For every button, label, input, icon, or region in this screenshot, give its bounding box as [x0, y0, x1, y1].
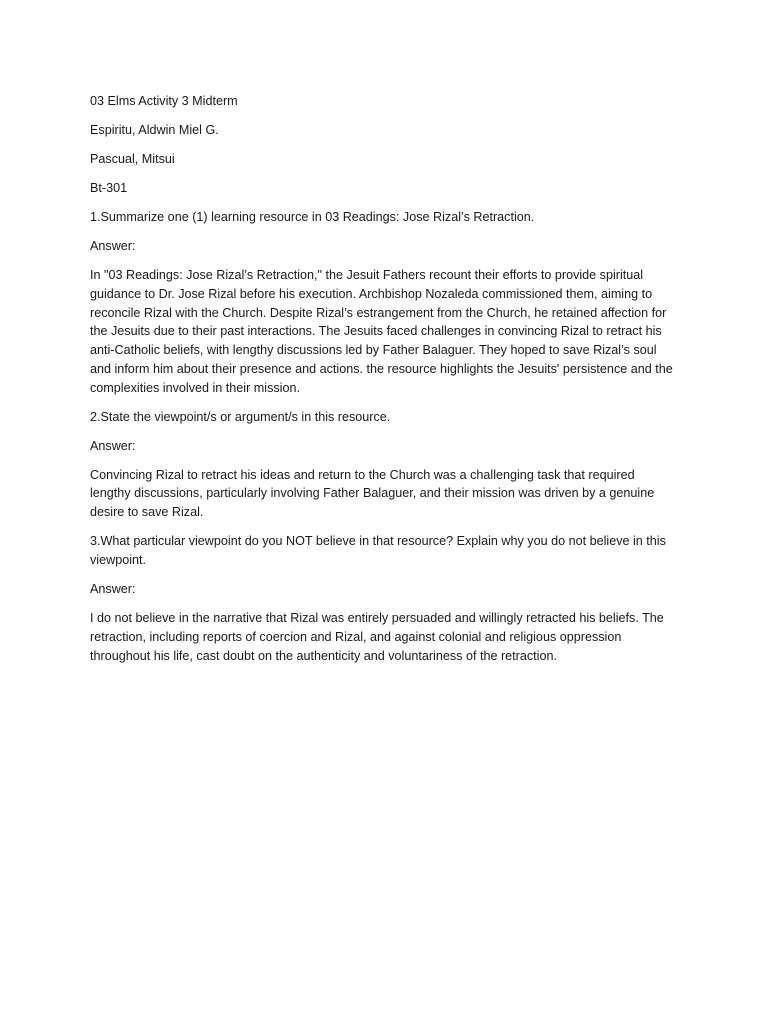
- answer-2: Convincing Rizal to retract his ideas and return to the Church was a challenging task that required lengthy discussions, particularly involving Father Balaguer, and their mission was driven by a genuine desire to save Rizal.: [90, 467, 655, 520]
- author-name-1: Espiritu, Aldwin Miel G.: [90, 122, 219, 137]
- document-title: 03 Elms Activity 3 Midterm: [90, 94, 238, 108]
- question-3: 3.What particular viewpoint do you NOT believe in that resource? Explain why you do not believe in this viewpoint.: [90, 534, 666, 568]
- question-1: 1.Summarize one (1) learning resource in 03 Readings: Jose Rizal’s Retraction.: [90, 209, 535, 224]
- section-label: Bt-301: [90, 180, 128, 195]
- answer-label-3: Answer:: [90, 582, 136, 596]
- question-2: 2.State the viewpoint/s or argument/s in this resource.: [90, 409, 391, 424]
- answer-3: I do not believe in the narrative that Rizal was entirely persuaded and willingly retracted his beliefs. The retraction, including reports of coercion and Rizal, and against colonial and religious oppression throughout his life, cast doubt on the authenticity and voluntariness of the retraction.: [90, 610, 664, 663]
- answer-1: In "03 Readings: Jose Rizal’s Retraction," the Jesuit Fathers recount their efforts to provide spiritual guidance to Dr. Jose Rizal before his execution. Archbishop Nozaleda commissioned them, aiming to reconcile Rizal with the Church. Despite Rizal’s estrangement from the Church, he retained affection for the Jesuits due to their past interactions. The Jesuits faced challenges in convincing Rizal to retract his anti-Catholic beliefs, with lengthy discussions led by Father Balaguer. They hoped to save Rizal’s soul and inform him about their presence and actions. the resource highlights the Jesuits' persistence and the complexities involved in their mission.: [90, 267, 673, 395]
- answer-label-2: Answer:: [90, 438, 136, 453]
- answer-label-1: Answer:: [90, 238, 136, 253]
- author-name-2: Pascual, Mitsui: [90, 151, 175, 166]
- document-body: [90, 92, 678, 676]
